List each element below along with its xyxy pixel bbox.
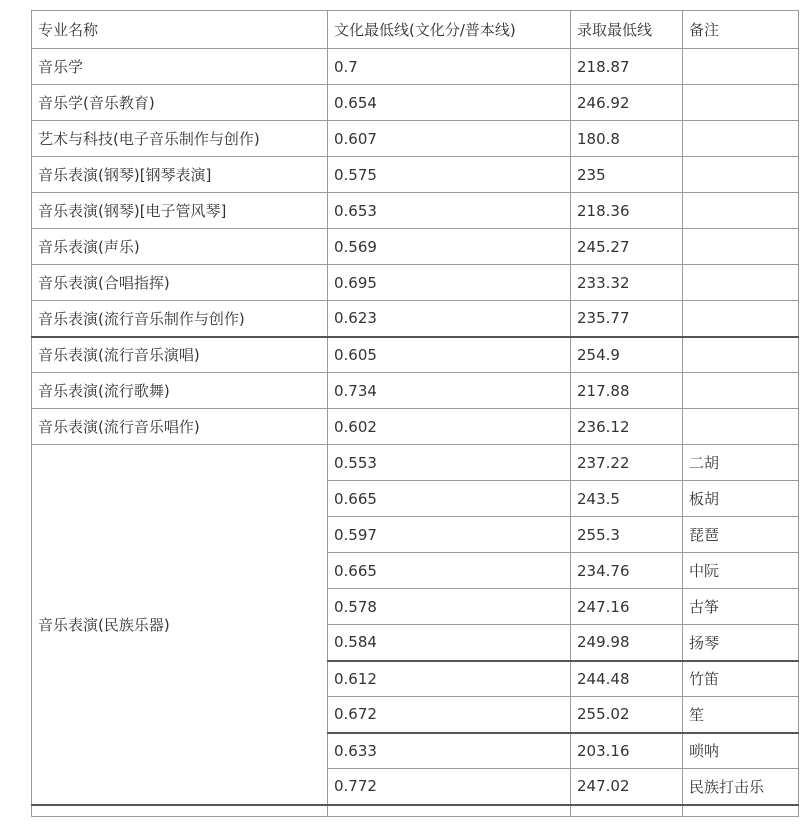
- admit-min-cell: 247.02: [571, 769, 683, 805]
- table-row-partial: [32, 805, 799, 817]
- admit-min-cell: 249.98: [571, 625, 683, 661]
- note-cell: [683, 121, 799, 157]
- culture-min-cell: 0.695: [328, 265, 571, 301]
- instrument-note-cell: 二胡: [683, 445, 799, 481]
- culture-min-cell: 0.578: [328, 589, 571, 625]
- culture-min-cell: 0.553: [328, 445, 571, 481]
- admit-min-cell: 217.88: [571, 373, 683, 409]
- admit-min-cell: 218.36: [571, 193, 683, 229]
- table-row: [32, 157, 799, 193]
- note-cell: [683, 49, 799, 85]
- admit-min-cell: 218.87: [571, 49, 683, 85]
- table-row: [32, 373, 799, 409]
- culture-min-cell: 0.584: [328, 625, 571, 661]
- table-row: [32, 85, 799, 121]
- culture-min-cell: 0.772: [328, 769, 571, 805]
- admit-min-cell: 233.32: [571, 265, 683, 301]
- empty-cell: [683, 805, 799, 817]
- header-note: 备注: [683, 11, 799, 49]
- table-row: [32, 49, 799, 85]
- culture-min-cell: 0.665: [328, 553, 571, 589]
- culture-min-cell: 0.672: [328, 697, 571, 733]
- header-admit-min: 录取最低线: [571, 11, 683, 49]
- empty-cell: [571, 805, 683, 817]
- culture-min-cell: 0.7: [328, 49, 571, 85]
- admit-min-cell: 247.16: [571, 589, 683, 625]
- table-header-row: [32, 11, 799, 49]
- admission-score-table: [31, 10, 799, 817]
- note-cell: [683, 265, 799, 301]
- admit-min-cell: 235.77: [571, 301, 683, 337]
- culture-min-cell: 0.605: [328, 337, 571, 373]
- table-row: [32, 265, 799, 301]
- admit-min-cell: 203.16: [571, 733, 683, 769]
- admit-min-cell: 236.12: [571, 409, 683, 445]
- table-body: [32, 49, 799, 817]
- culture-min-cell: 0.569: [328, 229, 571, 265]
- table-row: [32, 409, 799, 445]
- major-cell: 艺术与科技(电子音乐制作与创作): [32, 121, 328, 157]
- major-cell: 音乐表演(流行音乐制作与创作): [32, 301, 328, 337]
- instrument-note-cell: 琵琶: [683, 517, 799, 553]
- culture-min-cell: 0.653: [328, 193, 571, 229]
- note-cell: [683, 85, 799, 121]
- note-cell: [683, 157, 799, 193]
- admit-min-cell: 245.27: [571, 229, 683, 265]
- major-cell: 音乐表演(钢琴)[钢琴表演]: [32, 157, 328, 193]
- table-row: [32, 301, 799, 337]
- admit-min-cell: 243.5: [571, 481, 683, 517]
- table-row: [32, 337, 799, 373]
- major-cell: 音乐表演(流行音乐唱作): [32, 409, 328, 445]
- culture-min-cell: 0.665: [328, 481, 571, 517]
- culture-min-cell: 0.602: [328, 409, 571, 445]
- major-cell: 音乐表演(流行音乐演唱): [32, 337, 328, 373]
- header-culture-min: 文化最低线(文化分/普本线): [328, 11, 571, 49]
- instrument-note-cell: 扬琴: [683, 625, 799, 661]
- culture-min-cell: 0.633: [328, 733, 571, 769]
- note-cell: [683, 229, 799, 265]
- instrument-note-cell: 板胡: [683, 481, 799, 517]
- major-cell: 音乐学(音乐教育): [32, 85, 328, 121]
- major-cell: 音乐表演(流行歌舞): [32, 373, 328, 409]
- group-major-cell: 音乐表演(民族乐器): [32, 445, 328, 805]
- instrument-note-cell: 竹笛: [683, 661, 799, 697]
- admit-min-cell: 237.22: [571, 445, 683, 481]
- major-cell: 音乐表演(声乐): [32, 229, 328, 265]
- culture-min-cell: 0.734: [328, 373, 571, 409]
- note-cell: [683, 301, 799, 337]
- instrument-note-cell: 中阮: [683, 553, 799, 589]
- admit-min-cell: 255.3: [571, 517, 683, 553]
- note-cell: [683, 373, 799, 409]
- admit-min-cell: 254.9: [571, 337, 683, 373]
- instrument-note-cell: 唢呐: [683, 733, 799, 769]
- culture-min-cell: 0.623: [328, 301, 571, 337]
- header-major: 专业名称: [32, 11, 328, 49]
- major-cell: 音乐学: [32, 49, 328, 85]
- empty-cell: [328, 805, 571, 817]
- note-cell: [683, 193, 799, 229]
- admit-min-cell: 235: [571, 157, 683, 193]
- major-cell: 音乐表演(钢琴)[电子管风琴]: [32, 193, 328, 229]
- instrument-note-cell: 笙: [683, 697, 799, 733]
- culture-min-cell: 0.612: [328, 661, 571, 697]
- admit-min-cell: 180.8: [571, 121, 683, 157]
- empty-cell: [32, 805, 328, 817]
- table-row: [32, 121, 799, 157]
- admit-min-cell: 244.48: [571, 661, 683, 697]
- note-cell: [683, 337, 799, 373]
- table-row: [32, 445, 799, 481]
- culture-min-cell: 0.654: [328, 85, 571, 121]
- culture-min-cell: 0.575: [328, 157, 571, 193]
- culture-min-cell: 0.597: [328, 517, 571, 553]
- instrument-note-cell: 民族打击乐: [683, 769, 799, 805]
- admit-min-cell: 234.76: [571, 553, 683, 589]
- major-cell: 音乐表演(合唱指挥): [32, 265, 328, 301]
- table-row: [32, 193, 799, 229]
- table-row: [32, 229, 799, 265]
- admit-min-cell: 246.92: [571, 85, 683, 121]
- note-cell: [683, 409, 799, 445]
- culture-min-cell: 0.607: [328, 121, 571, 157]
- instrument-note-cell: 古筝: [683, 589, 799, 625]
- admit-min-cell: 255.02: [571, 697, 683, 733]
